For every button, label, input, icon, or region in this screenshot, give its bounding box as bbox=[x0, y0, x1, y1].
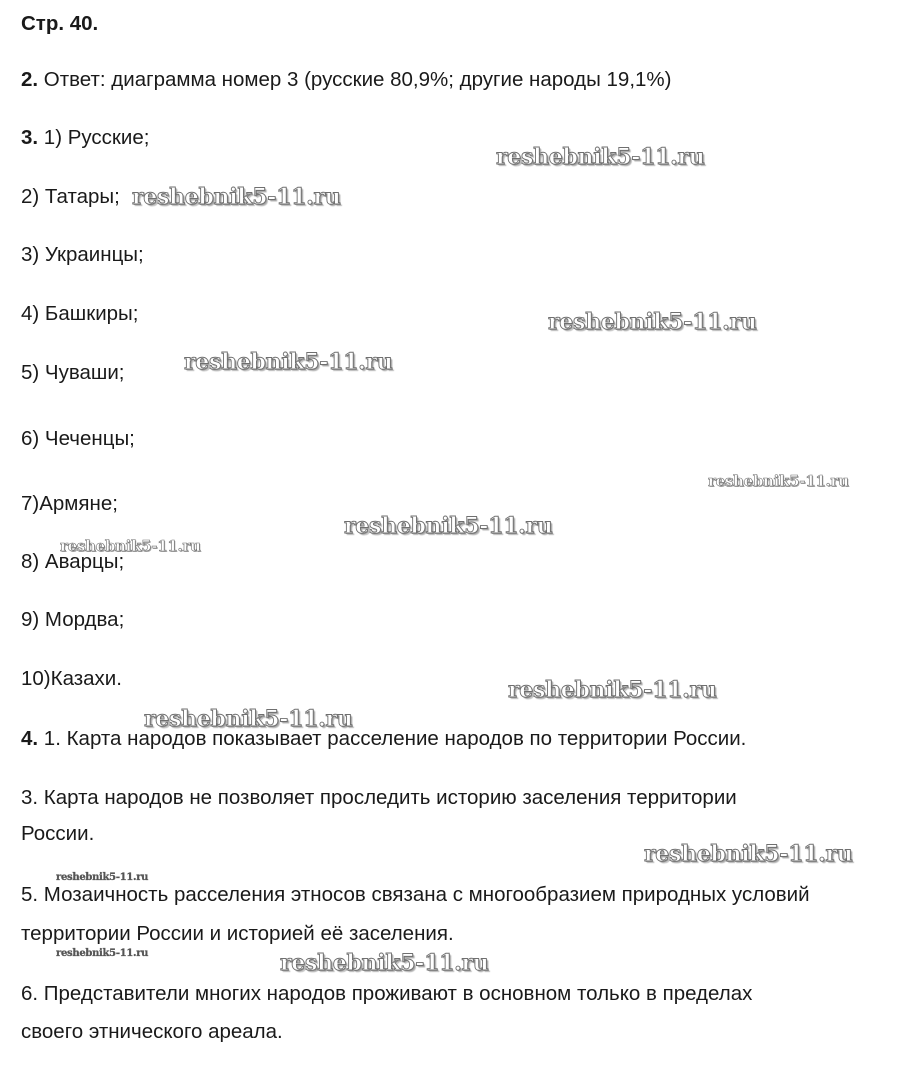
task-3-item-3: 3) Украинцы; bbox=[21, 243, 144, 266]
watermark: reshebnik5-11.ru bbox=[144, 706, 353, 732]
task-4-point-1 bbox=[21, 727, 746, 751]
task-3-item-1 bbox=[21, 126, 149, 150]
task-4-point-1-text: 1. Карта народов показывает расселение народов по территории России. bbox=[38, 727, 747, 750]
watermark: reshebnik5-11.ru bbox=[56, 872, 149, 883]
task-3-number: 3. bbox=[21, 126, 39, 149]
task-2-text: Ответ: диаграмма номер 3 (русские 80,9%; другие народы 19,1%) bbox=[38, 68, 672, 91]
task-4-point-6-line-2: своего этнического ареала. bbox=[21, 1020, 283, 1043]
watermark: reshebnik5-11.ru bbox=[344, 513, 553, 539]
task-2-answer bbox=[21, 68, 671, 92]
watermark: reshebnik5-11.ru bbox=[60, 537, 201, 555]
task-3-item-5: 5) Чуваши; bbox=[21, 361, 125, 384]
task-3-item-8: 8) Аварцы; bbox=[21, 550, 125, 573]
watermark: reshebnik5-11.ru bbox=[56, 948, 149, 959]
task-4-point-3-line-2: России. bbox=[21, 822, 95, 845]
watermark: reshebnik5-11.ru bbox=[644, 841, 853, 867]
watermark: reshebnik5-11.ru bbox=[132, 184, 341, 210]
task-4-point-5-line-2: территории России и историей её заселения. bbox=[21, 922, 454, 945]
task-3-item-9: 9) Мордва; bbox=[21, 608, 125, 631]
watermark: reshebnik5-11.ru bbox=[548, 309, 757, 335]
page-heading: Стр. 40. bbox=[21, 12, 99, 35]
task-4-point-5-line-1: 5. Мозаичность расселения этносов связана с многообразием природных условий bbox=[21, 883, 810, 906]
task-4-number: 4. bbox=[21, 727, 39, 750]
task-4-point-3-line-1: 3. Карта народов не позволяет проследить историю заселения территории bbox=[21, 786, 737, 809]
task-3-item-6: 6) Чеченцы; bbox=[21, 427, 135, 450]
task-3-item-7: 7)Армяне; bbox=[21, 492, 118, 515]
watermark: reshebnik5-11.ru bbox=[184, 349, 393, 375]
task-2-number: 2. bbox=[21, 68, 39, 91]
watermark: reshebnik5-11.ru bbox=[496, 144, 705, 170]
task-3-item-text: 1) Русские; bbox=[38, 126, 150, 149]
watermark: reshebnik5-11.ru bbox=[708, 472, 849, 490]
watermark: reshebnik5-11.ru bbox=[280, 950, 489, 976]
task-3-item-4: 4) Башкиры; bbox=[21, 302, 139, 325]
task-4-point-6-line-1: 6. Представители многих народов проживают в основном только в пределах bbox=[21, 982, 753, 1005]
task-3-item-10: 10)Казахи. bbox=[21, 667, 122, 690]
task-3-item-2: 2) Татары; bbox=[21, 185, 120, 208]
watermark: reshebnik5-11.ru bbox=[508, 677, 717, 703]
